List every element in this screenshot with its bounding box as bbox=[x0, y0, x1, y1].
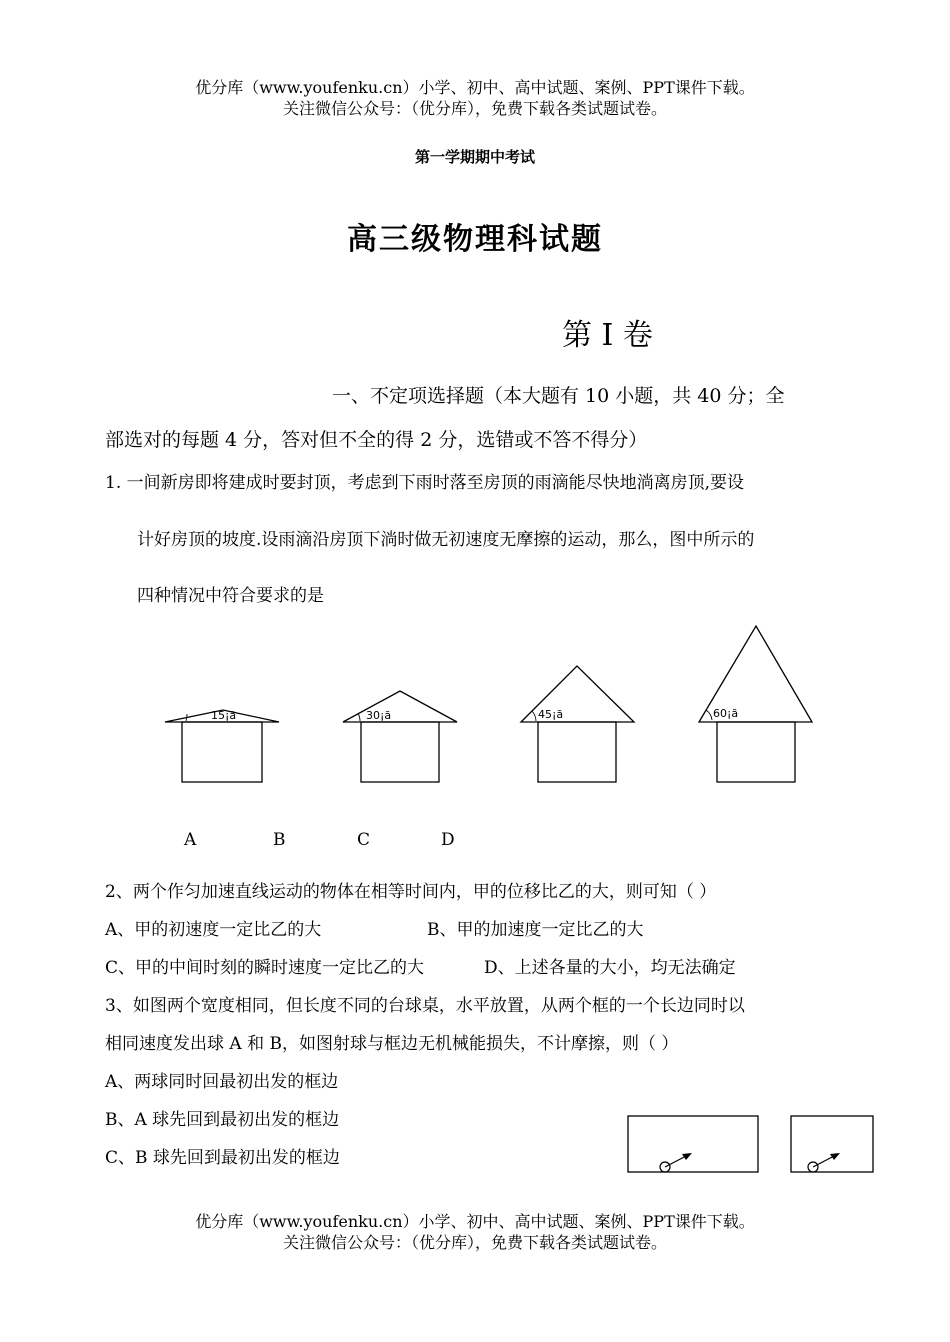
header-line-1: 优分库（www.youfenku.cn）小学、初中、高中试题、案例、PPT课件下载。 bbox=[195, 78, 755, 97]
billiard-table-b bbox=[791, 1116, 873, 1172]
q1-line-1: 1. 一间新房即将建成时要封顶，考虑到下雨时落至房顶的雨滴能尽快地淌离房顶,要设 bbox=[105, 473, 745, 493]
option-label-d: D bbox=[441, 830, 455, 850]
footer-line-2: 关注微信公众号：（优分库），免费下载各类试题试卷。 bbox=[282, 1233, 667, 1252]
footer-line-1: 优分库（www.youfenku.cn）小学、初中、高中试题、案例、PPT课件下载。 bbox=[195, 1212, 755, 1231]
header-line-2: 关注微信公众号：（优分库），免费下载各类试题试卷。 bbox=[282, 99, 667, 118]
option-label-b: B bbox=[273, 830, 286, 850]
q1-line-3: 四种情况中符合要求的是 bbox=[137, 586, 324, 606]
q2-option-a: A、甲的初速度一定比乙的大 bbox=[105, 920, 322, 940]
q1-line-2: 计好房顶的坡度.设雨滴沿房顶下淌时做无初速度无摩擦的运动，那么，图中所示的 bbox=[137, 530, 755, 550]
angle-label-c: 45¡ã bbox=[538, 708, 564, 721]
option-label-c: C bbox=[357, 830, 371, 850]
section-heading-line-2: 部选对的每题 4 分，答对但不全的得 2 分，选错或不答不得分） bbox=[105, 429, 648, 451]
q2-option-b: B、甲的加速度一定比乙的大 bbox=[427, 920, 644, 940]
exam-title: 高三级物理科试题 bbox=[347, 222, 603, 257]
q3-option-c: C、B 球先回到最初出发的框边 bbox=[105, 1148, 340, 1168]
q2-stem: 2、两个作匀加速直线运动的物体在相等时间内，甲的位移比乙的大，则可知（ ） bbox=[105, 882, 717, 902]
house-d bbox=[699, 626, 812, 782]
q3-option-a: A、两球同时回最初出发的框边 bbox=[105, 1072, 339, 1092]
q3-stem-line-1: 3、如图两个宽度相同，但长度不同的台球桌，水平放置，从两个框的一个长边同时以 bbox=[105, 996, 745, 1016]
house-c bbox=[521, 666, 634, 782]
house-a bbox=[165, 709, 279, 782]
angle-label-b: 30¡ã bbox=[366, 709, 392, 722]
q2-option-c: C、甲的中间时刻的瞬时速度一定比乙的大 bbox=[105, 958, 425, 978]
exam-subtitle: 第一学期期中考试 bbox=[414, 148, 535, 166]
volume-title: 第 I 卷 bbox=[562, 318, 653, 353]
angle-label-d: 60¡ã bbox=[713, 707, 739, 720]
section-heading-line-1: 一、不定项选择题（本大题有 10 小题，共 40 分；全 bbox=[332, 385, 785, 407]
house-b bbox=[343, 691, 457, 782]
q2-option-d: D、上述各量的大小，均无法确定 bbox=[484, 958, 736, 978]
q3-stem-line-2: 相同速度发出球 A 和 B，如图射球与框边无机械能损失，不计摩擦，则（ ） bbox=[105, 1034, 679, 1054]
arrow-a-icon bbox=[682, 1153, 692, 1160]
q3-option-b: B、A 球先回到最初出发的框边 bbox=[105, 1110, 340, 1130]
option-label-a: A bbox=[184, 830, 197, 850]
roof-slope-figure bbox=[0, 615, 950, 795]
angle-label-a: 15¡ã bbox=[211, 709, 237, 722]
billiard-tables-figure bbox=[620, 1108, 880, 1178]
billiard-table-a bbox=[628, 1116, 758, 1172]
arrow-b-icon bbox=[830, 1153, 840, 1160]
